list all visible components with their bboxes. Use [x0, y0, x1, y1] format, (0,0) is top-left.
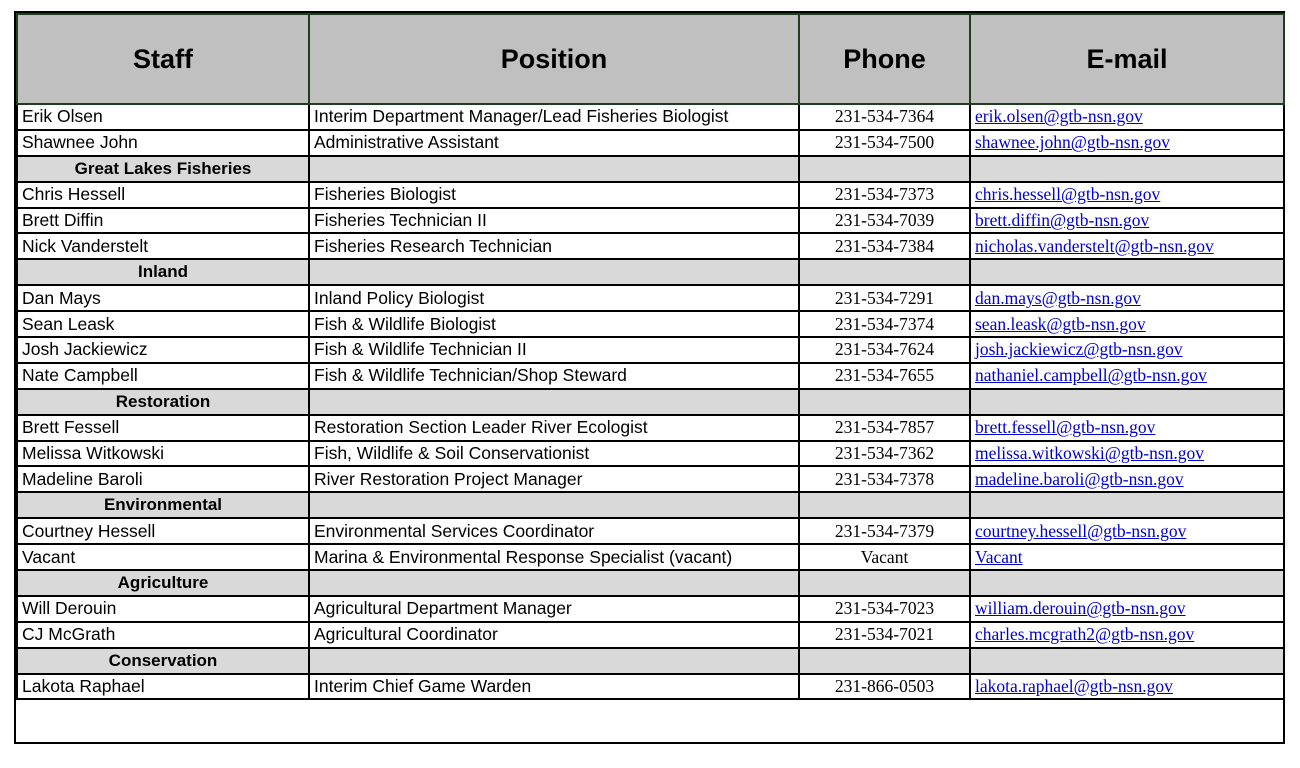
email-cell [970, 363, 1284, 389]
staff-name-cell: Nate Campbell [17, 363, 309, 389]
table-row [17, 182, 1284, 208]
email-cell [970, 208, 1284, 234]
staff-directory-sheet [14, 11, 1285, 744]
staff-name-cell: Erik Olsen [17, 104, 309, 130]
staff-name-cell: Nick Vanderstelt [17, 233, 309, 259]
phone-cell: 231-534-7655 [799, 363, 970, 389]
table-row [17, 518, 1284, 544]
email-cell [970, 130, 1284, 156]
staff-name-cell: Dan Mays [17, 285, 309, 311]
phone-cell: 231-534-7362 [799, 441, 970, 467]
email-link[interactable]: josh.jackiewicz@gtb-nsn.gov [975, 339, 1183, 360]
phone-cell: 231-534-7039 [799, 208, 970, 234]
phone-cell: 231-534-7857 [799, 415, 970, 441]
position-cell: Environmental Services Coordinator [309, 518, 799, 544]
phone-cell: 231-534-7624 [799, 337, 970, 363]
email-link[interactable]: courtney.hessell@gtb-nsn.gov [975, 520, 1187, 541]
staff-name-cell: Brett Fessell [17, 415, 309, 441]
staff-name-cell: CJ McGrath [17, 622, 309, 648]
email-cell [970, 674, 1284, 700]
table-row [17, 363, 1284, 389]
table-row [17, 544, 1284, 570]
position-cell: River Restoration Project Manager [309, 466, 799, 492]
phone-cell: 231-534-7021 [799, 622, 970, 648]
section-empty-cell [970, 648, 1284, 674]
position-cell: Restoration Section Leader River Ecologist [309, 415, 799, 441]
section-empty-cell [970, 389, 1284, 415]
section-header-row [17, 259, 1284, 285]
table-row [17, 441, 1284, 467]
table-row [17, 285, 1284, 311]
section-empty-cell [970, 259, 1284, 285]
section-empty-cell [970, 570, 1284, 596]
section-empty-cell [799, 259, 970, 285]
staff-column-header: Staff [17, 14, 309, 104]
email-link[interactable]: Vacant [975, 546, 1023, 567]
position-column-header: Position [309, 14, 799, 104]
staff-name-cell: Lakota Raphael [17, 674, 309, 700]
position-cell: Administrative Assistant [309, 130, 799, 156]
phone-cell: 231-534-7500 [799, 130, 970, 156]
staff-name-cell: Courtney Hessell [17, 518, 309, 544]
staff-name-cell: Madeline Baroli [17, 466, 309, 492]
table-row [17, 233, 1284, 259]
section-title: Inland [17, 259, 309, 285]
phone-cell: 231-534-7023 [799, 596, 970, 622]
section-empty-cell [799, 389, 970, 415]
email-cell [970, 466, 1284, 492]
email-cell [970, 441, 1284, 467]
section-empty-cell [799, 570, 970, 596]
section-empty-cell [309, 389, 799, 415]
phone-cell: 231-534-7384 [799, 233, 970, 259]
position-cell: Fish & Wildlife Technician II [309, 337, 799, 363]
table-row [17, 104, 1284, 130]
email-cell [970, 518, 1284, 544]
table-row [17, 415, 1284, 441]
email-link[interactable]: chris.hessell@gtb-nsn.gov [975, 184, 1161, 205]
table-row [17, 208, 1284, 234]
email-link[interactable]: erik.olsen@gtb-nsn.gov [975, 106, 1143, 127]
table-row [17, 674, 1284, 700]
section-title: Agriculture [17, 570, 309, 596]
email-link[interactable]: brett.diffin@gtb-nsn.gov [975, 210, 1150, 230]
email-link[interactable]: nicholas.vanderstelt@gtb-nsn.gov [975, 235, 1214, 256]
email-column-header: E-mail [970, 14, 1284, 104]
position-cell: Fisheries Biologist [309, 182, 799, 208]
email-cell [970, 311, 1284, 337]
staff-name-cell: Melissa Witkowski [17, 441, 309, 467]
position-cell: Interim Department Manager/Lead Fisheries Biologist [309, 104, 799, 130]
email-link[interactable]: charles.mcgrath2@gtb-nsn.gov [975, 624, 1195, 645]
email-cell [970, 104, 1284, 130]
email-cell [970, 285, 1284, 311]
section-empty-cell [309, 648, 799, 674]
section-title: Restoration [17, 389, 309, 415]
position-cell: Fish, Wildlife & Soil Conservationist [309, 441, 799, 467]
position-cell: Agricultural Coordinator [309, 622, 799, 648]
email-cell [970, 544, 1284, 570]
section-header-row [17, 648, 1284, 674]
phone-cell: Vacant [799, 544, 970, 570]
position-cell: Fisheries Research Technician [309, 233, 799, 259]
position-cell: Interim Chief Game Warden [309, 674, 799, 700]
table-row [17, 622, 1284, 648]
position-cell: Inland Policy Biologist [309, 285, 799, 311]
section-empty-cell [799, 492, 970, 518]
section-title: Conservation [17, 648, 309, 674]
section-empty-cell [799, 648, 970, 674]
table-row [17, 130, 1284, 156]
email-cell [970, 182, 1284, 208]
phone-cell: 231-534-7374 [799, 311, 970, 337]
position-cell: Fish & Wildlife Technician/Shop Steward [309, 363, 799, 389]
section-empty-cell [309, 259, 799, 285]
section-empty-cell [309, 570, 799, 596]
phone-cell: 231-534-7291 [799, 285, 970, 311]
staff-name-cell: Will Derouin [17, 596, 309, 622]
position-cell: Agricultural Department Manager [309, 596, 799, 622]
email-cell [970, 233, 1284, 259]
position-cell: Marina & Environmental Response Specialist (vacant) [309, 544, 799, 570]
email-link[interactable]: william.derouin@gtb-nsn.gov [975, 598, 1186, 619]
phone-cell: 231-534-7373 [799, 182, 970, 208]
section-header-row [17, 570, 1284, 596]
table-row [17, 466, 1284, 492]
table-row [17, 337, 1284, 363]
email-link[interactable]: dan.mays@gtb-nsn.gov [975, 287, 1141, 308]
staff-name-cell: Brett Diffin [17, 208, 309, 234]
phone-cell: 231-534-7378 [799, 466, 970, 492]
section-empty-cell [309, 156, 799, 182]
section-header-row [17, 156, 1284, 182]
email-cell [970, 596, 1284, 622]
header-row [17, 14, 1284, 104]
email-link[interactable]: brett.fessell@gtb-nsn.gov [975, 417, 1156, 438]
email-link[interactable]: lakota.raphael@gtb-nsn.gov [975, 676, 1173, 697]
section-header-row [17, 492, 1284, 518]
section-empty-cell [799, 156, 970, 182]
staff-name-cell: Sean Leask [17, 311, 309, 337]
section-empty-cell [970, 492, 1284, 518]
section-title: Environmental [17, 492, 309, 518]
position-cell: Fisheries Technician II [309, 208, 799, 234]
phone-cell: 231-534-7364 [799, 104, 970, 130]
staff-directory-table [16, 13, 1285, 700]
position-cell: Fish & Wildlife Biologist [309, 311, 799, 337]
email-cell [970, 622, 1284, 648]
staff-name-cell: Vacant [17, 544, 309, 570]
section-title: Great Lakes Fisheries [17, 156, 309, 182]
email-link[interactable]: melissa.witkowski@gtb-nsn.gov [975, 443, 1205, 464]
table-row [17, 596, 1284, 622]
section-empty-cell [970, 156, 1284, 182]
email-link[interactable]: madeline.baroli@gtb-nsn.gov [975, 468, 1184, 489]
phone-cell: 231-866-0503 [799, 674, 970, 700]
staff-name-cell: Josh Jackiewicz [17, 337, 309, 363]
staff-name-cell: Shawnee John [17, 130, 309, 156]
email-cell [970, 337, 1284, 363]
email-link[interactable]: nathaniel.campbell@gtb-nsn.gov [975, 365, 1207, 386]
section-empty-cell [309, 492, 799, 518]
table-row [17, 311, 1284, 337]
phone-cell: 231-534-7379 [799, 518, 970, 544]
section-header-row [17, 389, 1284, 415]
staff-name-cell: Chris Hessell [17, 182, 309, 208]
email-cell [970, 415, 1284, 441]
phone-column-header: Phone [799, 14, 970, 104]
email-link[interactable]: shawnee.john@gtb-nsn.gov [975, 132, 1170, 153]
email-link[interactable]: sean.leask@gtb-nsn.gov [975, 313, 1146, 334]
